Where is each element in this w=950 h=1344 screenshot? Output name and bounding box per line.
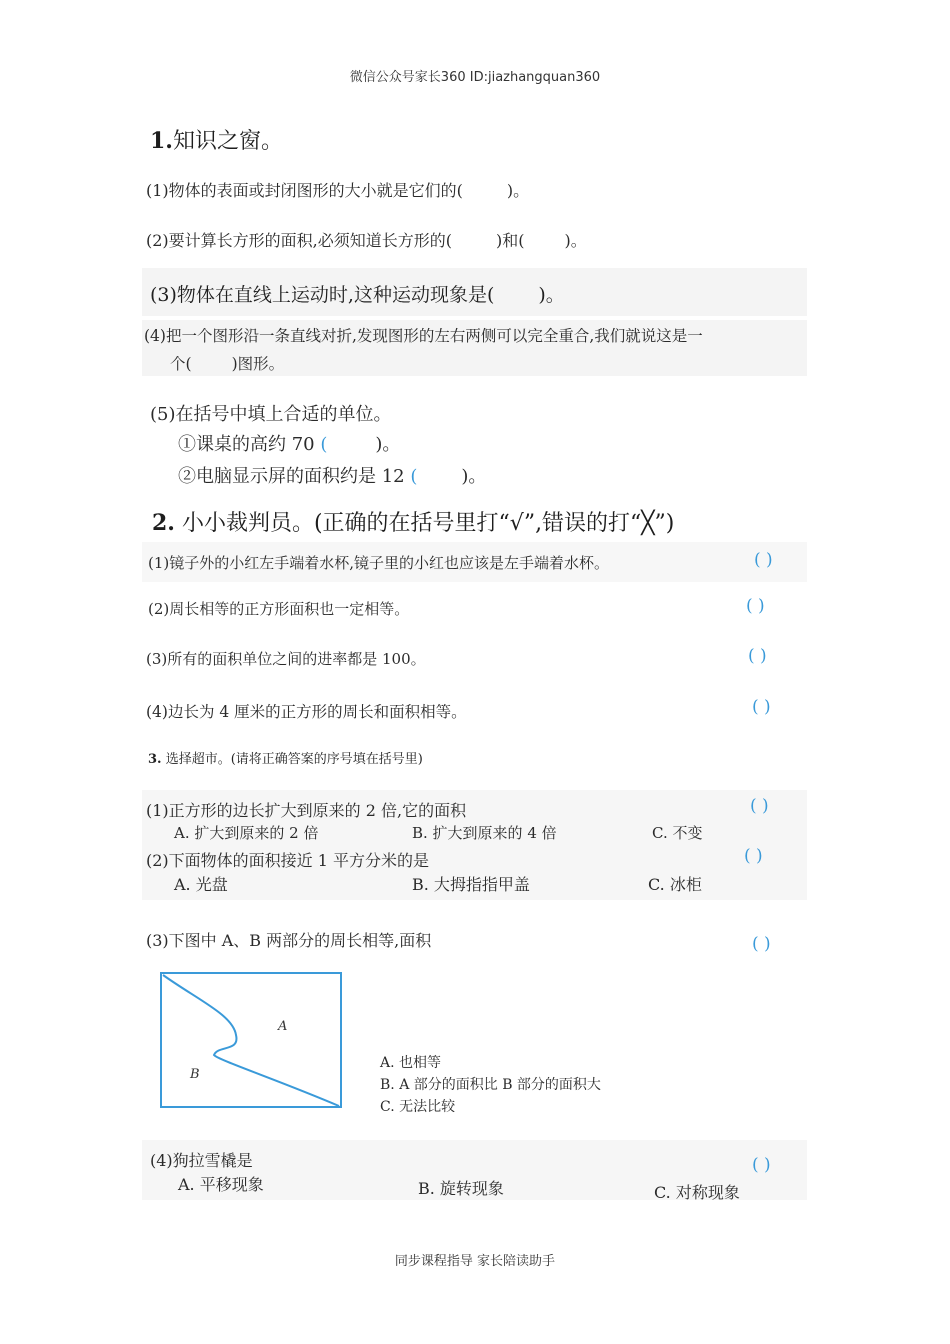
- s1-q5b-close: )。: [461, 466, 487, 487]
- section3-title: 选择超市。(请将正确答案的序号填在括号里): [165, 752, 423, 767]
- s3-q3-option-a: A. 也相等: [380, 1055, 442, 1071]
- section2-title: 小小裁判员。(正确的在括号里打“√”,错误的打“╳”): [181, 511, 675, 536]
- header-watermark: 微信公众号家长360 ID:jiazhangquan360: [349, 70, 601, 85]
- figure-label-b: B: [190, 1067, 200, 1082]
- s3-q4-option-b: B. 旋转现象: [418, 1179, 504, 1198]
- s3-question-1: (1)正方形的边长扩大到原来的 2 倍,它的面积: [146, 801, 467, 820]
- s1-q5a-text: ①课桌的高约 70: [178, 434, 315, 455]
- section3-number: 3.: [148, 752, 162, 767]
- s3-q2-option-b: B. 大拇指指甲盖: [412, 875, 530, 894]
- s3-q1-option-b: B. 扩大到原来的 4 倍: [412, 824, 557, 842]
- s3-answer-paren-2[interactable]: ( ): [744, 846, 763, 866]
- s2-item-3: (3)所有的面积单位之间的进率都是 100。: [146, 650, 426, 668]
- s2-answer-paren-3[interactable]: ( ): [748, 646, 767, 666]
- s1-question-4-line2: [170, 352, 284, 374]
- s1-q5a-close: )。: [375, 434, 401, 455]
- paren-open: (: [410, 466, 418, 487]
- s1-question-5: (5)在括号中填上合适的单位。: [150, 404, 392, 425]
- section3-heading: [148, 748, 423, 767]
- figure-rectangle: [161, 973, 341, 1107]
- s2-item-1: (1)镜子外的小红左手端着水杯,镜子里的小红也应该是左手端着水杯。: [148, 554, 610, 572]
- s2-answer-paren-1[interactable]: ( ): [754, 550, 773, 570]
- ab-figure: [158, 970, 348, 1112]
- s1-question-4-line1: (4)把一个图形沿一条直线对折,发现图形的左右两侧可以完全重合,我们就说这是一: [144, 327, 703, 345]
- s1-q2-mid: )和(: [496, 231, 525, 250]
- s1-q5b-text: ②电脑显示屏的面积约是 12: [178, 466, 405, 487]
- s3-q2-option-c: C. 冰柜: [648, 875, 702, 894]
- s3-q4-option-c: C. 对称现象: [654, 1183, 740, 1202]
- s3-question-3: (3)下图中 A、B 两部分的周长相等,面积: [146, 931, 432, 950]
- paren-open: (: [320, 434, 328, 455]
- s1-q1-close: )。: [506, 181, 530, 200]
- s3-q2-option-a: A. 光盘: [174, 875, 228, 894]
- s1-q2-text: (2)要计算长方形的面积,必须知道长方形的(: [146, 231, 452, 250]
- figure-label-a: A: [278, 1019, 288, 1034]
- s3-answer-paren-1[interactable]: ( ): [750, 796, 769, 816]
- s3-q3-option-b: B. A 部分的面积比 B 部分的面积大: [380, 1077, 601, 1093]
- s3-question-2: (2)下面物体的面积接近 1 平方分米的是: [146, 851, 430, 870]
- s1-question-2: [146, 228, 587, 251]
- section1-number: 1.: [150, 128, 173, 154]
- s1-q4-post: )图形。: [231, 355, 285, 373]
- section2-number: 2.: [152, 510, 175, 536]
- s3-q1-option-c: C. 不变: [652, 824, 703, 842]
- s2-item-4: (4)边长为 4 厘米的正方形的周长和面积相等。: [146, 703, 467, 721]
- section1-heading: [150, 124, 283, 155]
- s1-q3-text: (3)物体在直线上运动时,这种运动现象是(: [150, 284, 495, 306]
- s2-item-2: (2)周长相等的正方形面积也一定相等。: [148, 600, 410, 618]
- s2-answer-paren-4[interactable]: ( ): [752, 697, 771, 717]
- s1-q1-text: (1)物体的表面或封闭图形的大小就是它们的(: [146, 181, 463, 200]
- s3-question-4: (4)狗拉雪橇是: [150, 1151, 253, 1170]
- s3-q4-option-a: A. 平移现象: [178, 1175, 264, 1194]
- s1-q3-close: )。: [538, 284, 565, 306]
- s1-q2-close: )。: [564, 231, 587, 250]
- s3-answer-paren-4[interactable]: ( ): [752, 1155, 771, 1175]
- s2-answer-paren-2[interactable]: ( ): [746, 596, 765, 616]
- s3-q3-option-c: C. 无法比较: [380, 1099, 456, 1115]
- s1-question-5a: [178, 430, 400, 456]
- s1-question-3: [150, 280, 565, 307]
- footer-text: 同步课程指导 家长陪读助手: [394, 1254, 556, 1269]
- figure-divider-curve: [163, 975, 339, 1106]
- s1-q4-pre: 个(: [170, 355, 192, 373]
- section1-title: 知识之窗。: [172, 129, 283, 154]
- s3-q1-option-a: A. 扩大到原来的 2 倍: [174, 824, 319, 842]
- s1-question-5b: [178, 462, 486, 488]
- s1-question-1: [146, 178, 529, 201]
- s3-answer-paren-3[interactable]: ( ): [752, 934, 771, 954]
- section2-heading: [152, 506, 674, 537]
